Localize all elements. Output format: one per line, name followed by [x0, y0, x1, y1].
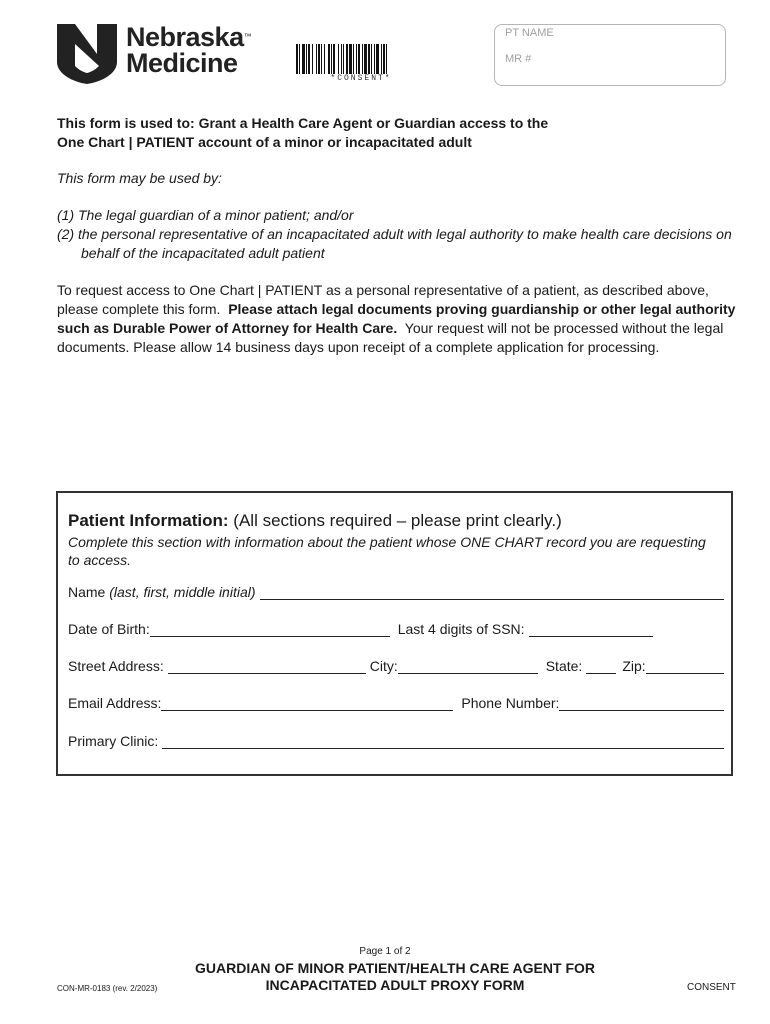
barcode-bar — [362, 44, 363, 74]
barcode-bar — [341, 44, 342, 74]
name-label: Name — [68, 584, 106, 600]
logo-wordmark: Nebraska™ Medicine — [126, 22, 252, 78]
barcode-bar — [364, 44, 367, 74]
dob-ssn-row — [68, 617, 724, 637]
consent-barcode — [296, 44, 426, 74]
barcode-bar — [333, 44, 335, 74]
barcode-bar — [356, 44, 357, 74]
phone-label: Phone Number: — [461, 695, 560, 711]
barcode-bar — [308, 44, 310, 74]
barcode-bar — [331, 44, 332, 74]
patient-information-description: Complete this section with information about the patient whose ONE CHART record you are requesting to access. — [68, 534, 706, 568]
nebraska-medicine-logo-icon — [57, 24, 117, 84]
barcode-bar — [381, 44, 382, 74]
form-title: GUARDIAN OF MINOR PATIENT/HEALTH CARE AGENT FOR INCAPACITATED ADULT PROXY FORM — [194, 960, 596, 993]
state-field[interactable] — [586, 659, 616, 674]
barcode-bar — [343, 44, 344, 74]
barcode-bar — [318, 44, 320, 74]
used-by-heading: This form may be used by: — [57, 170, 222, 186]
barcode-bar — [328, 44, 330, 74]
phone-field[interactable] — [559, 696, 724, 711]
primary-clinic-field[interactable] — [162, 734, 724, 749]
barcode-bar — [353, 44, 354, 74]
email-field[interactable] — [161, 696, 453, 711]
city-label: City: — [369, 658, 398, 674]
name-field[interactable] — [260, 585, 724, 600]
dob-field[interactable] — [150, 622, 390, 637]
barcode-bar — [368, 44, 370, 74]
name-row — [68, 580, 724, 600]
city-field[interactable] — [398, 659, 538, 674]
instructions-paragraph: To request access to One Chart | PATIENT as a personal representative of a patient, as described above, please complete this form. Please attach legal documents proving guardianship or other legal authority such as Durable Power of Attorney for Health Care. Your request will not be processed without the legal documents. Please allow 14 business days upon receipt of a complete application for processing. — [57, 282, 736, 355]
form-purpose-heading: This form is used to: Grant a Health Care Agent or Guardian access to the One Chart | PATIENT account of a minor or incapacitated adult — [57, 115, 549, 150]
ssn-label: Last 4 digits of SSN: — [397, 621, 525, 637]
legal-documents-notice: Please attach legal documents proving guardianship or other legal authority such as Durable Power of Attorney for Health Care. — [57, 301, 736, 336]
patient-information-title: Patient Information: (All sections required – please print clearly.) — [68, 511, 562, 530]
barcode-bar — [321, 44, 322, 74]
barcode-bar — [386, 44, 387, 74]
eligibility-list — [57, 206, 747, 263]
dob-label: Date of Birth: — [68, 621, 150, 637]
pt-name-label: PT NAME — [505, 27, 554, 39]
state-label: State: — [545, 658, 583, 674]
street-address-label: Street Address: — [68, 658, 164, 674]
barcode-bar — [338, 44, 339, 74]
barcode-bar — [374, 44, 375, 74]
list-item: (1) The legal guardian of a minor patient; and/or — [57, 207, 354, 223]
zip-label: Zip: — [622, 658, 646, 674]
zip-field[interactable] — [646, 659, 724, 674]
name-hint: (last, first, middle initial) — [109, 584, 256, 600]
list-item: (2) the personal representative of an incapacitated adult with legal authority to make health care decisions on behalf of the incapacitated adult patient — [57, 226, 732, 261]
barcode-label: *CONSENT* — [330, 74, 392, 83]
street-address-field[interactable] — [168, 659, 366, 674]
clinic-row — [68, 729, 724, 749]
barcode-bar — [324, 44, 325, 74]
primary-clinic-label: Primary Clinic: — [68, 733, 159, 749]
barcode-bar — [376, 44, 379, 74]
patient-label-box — [494, 24, 726, 86]
barcode-bar — [371, 44, 372, 74]
barcode-bar — [349, 44, 352, 74]
barcode-bar — [306, 44, 307, 74]
form-code: CON-MR-0183 (rev. 2/2023) — [57, 984, 158, 993]
barcode-bar — [302, 44, 305, 74]
barcode-bar — [312, 44, 313, 74]
ssn-last4-field[interactable] — [529, 622, 653, 637]
contact-row — [68, 691, 724, 711]
email-label: Email Address: — [68, 695, 162, 711]
barcode-bar — [299, 44, 300, 74]
barcode-bar — [383, 44, 385, 74]
barcode-bar — [346, 44, 348, 74]
address-row — [68, 654, 724, 674]
mr-number-label: MR # — [505, 53, 532, 65]
barcode-bar — [296, 44, 298, 74]
barcode-bar — [358, 44, 360, 74]
barcode-bar — [316, 44, 317, 74]
page-number: Page 1 of 2 — [359, 946, 411, 957]
form-category: CONSENT — [687, 982, 736, 993]
